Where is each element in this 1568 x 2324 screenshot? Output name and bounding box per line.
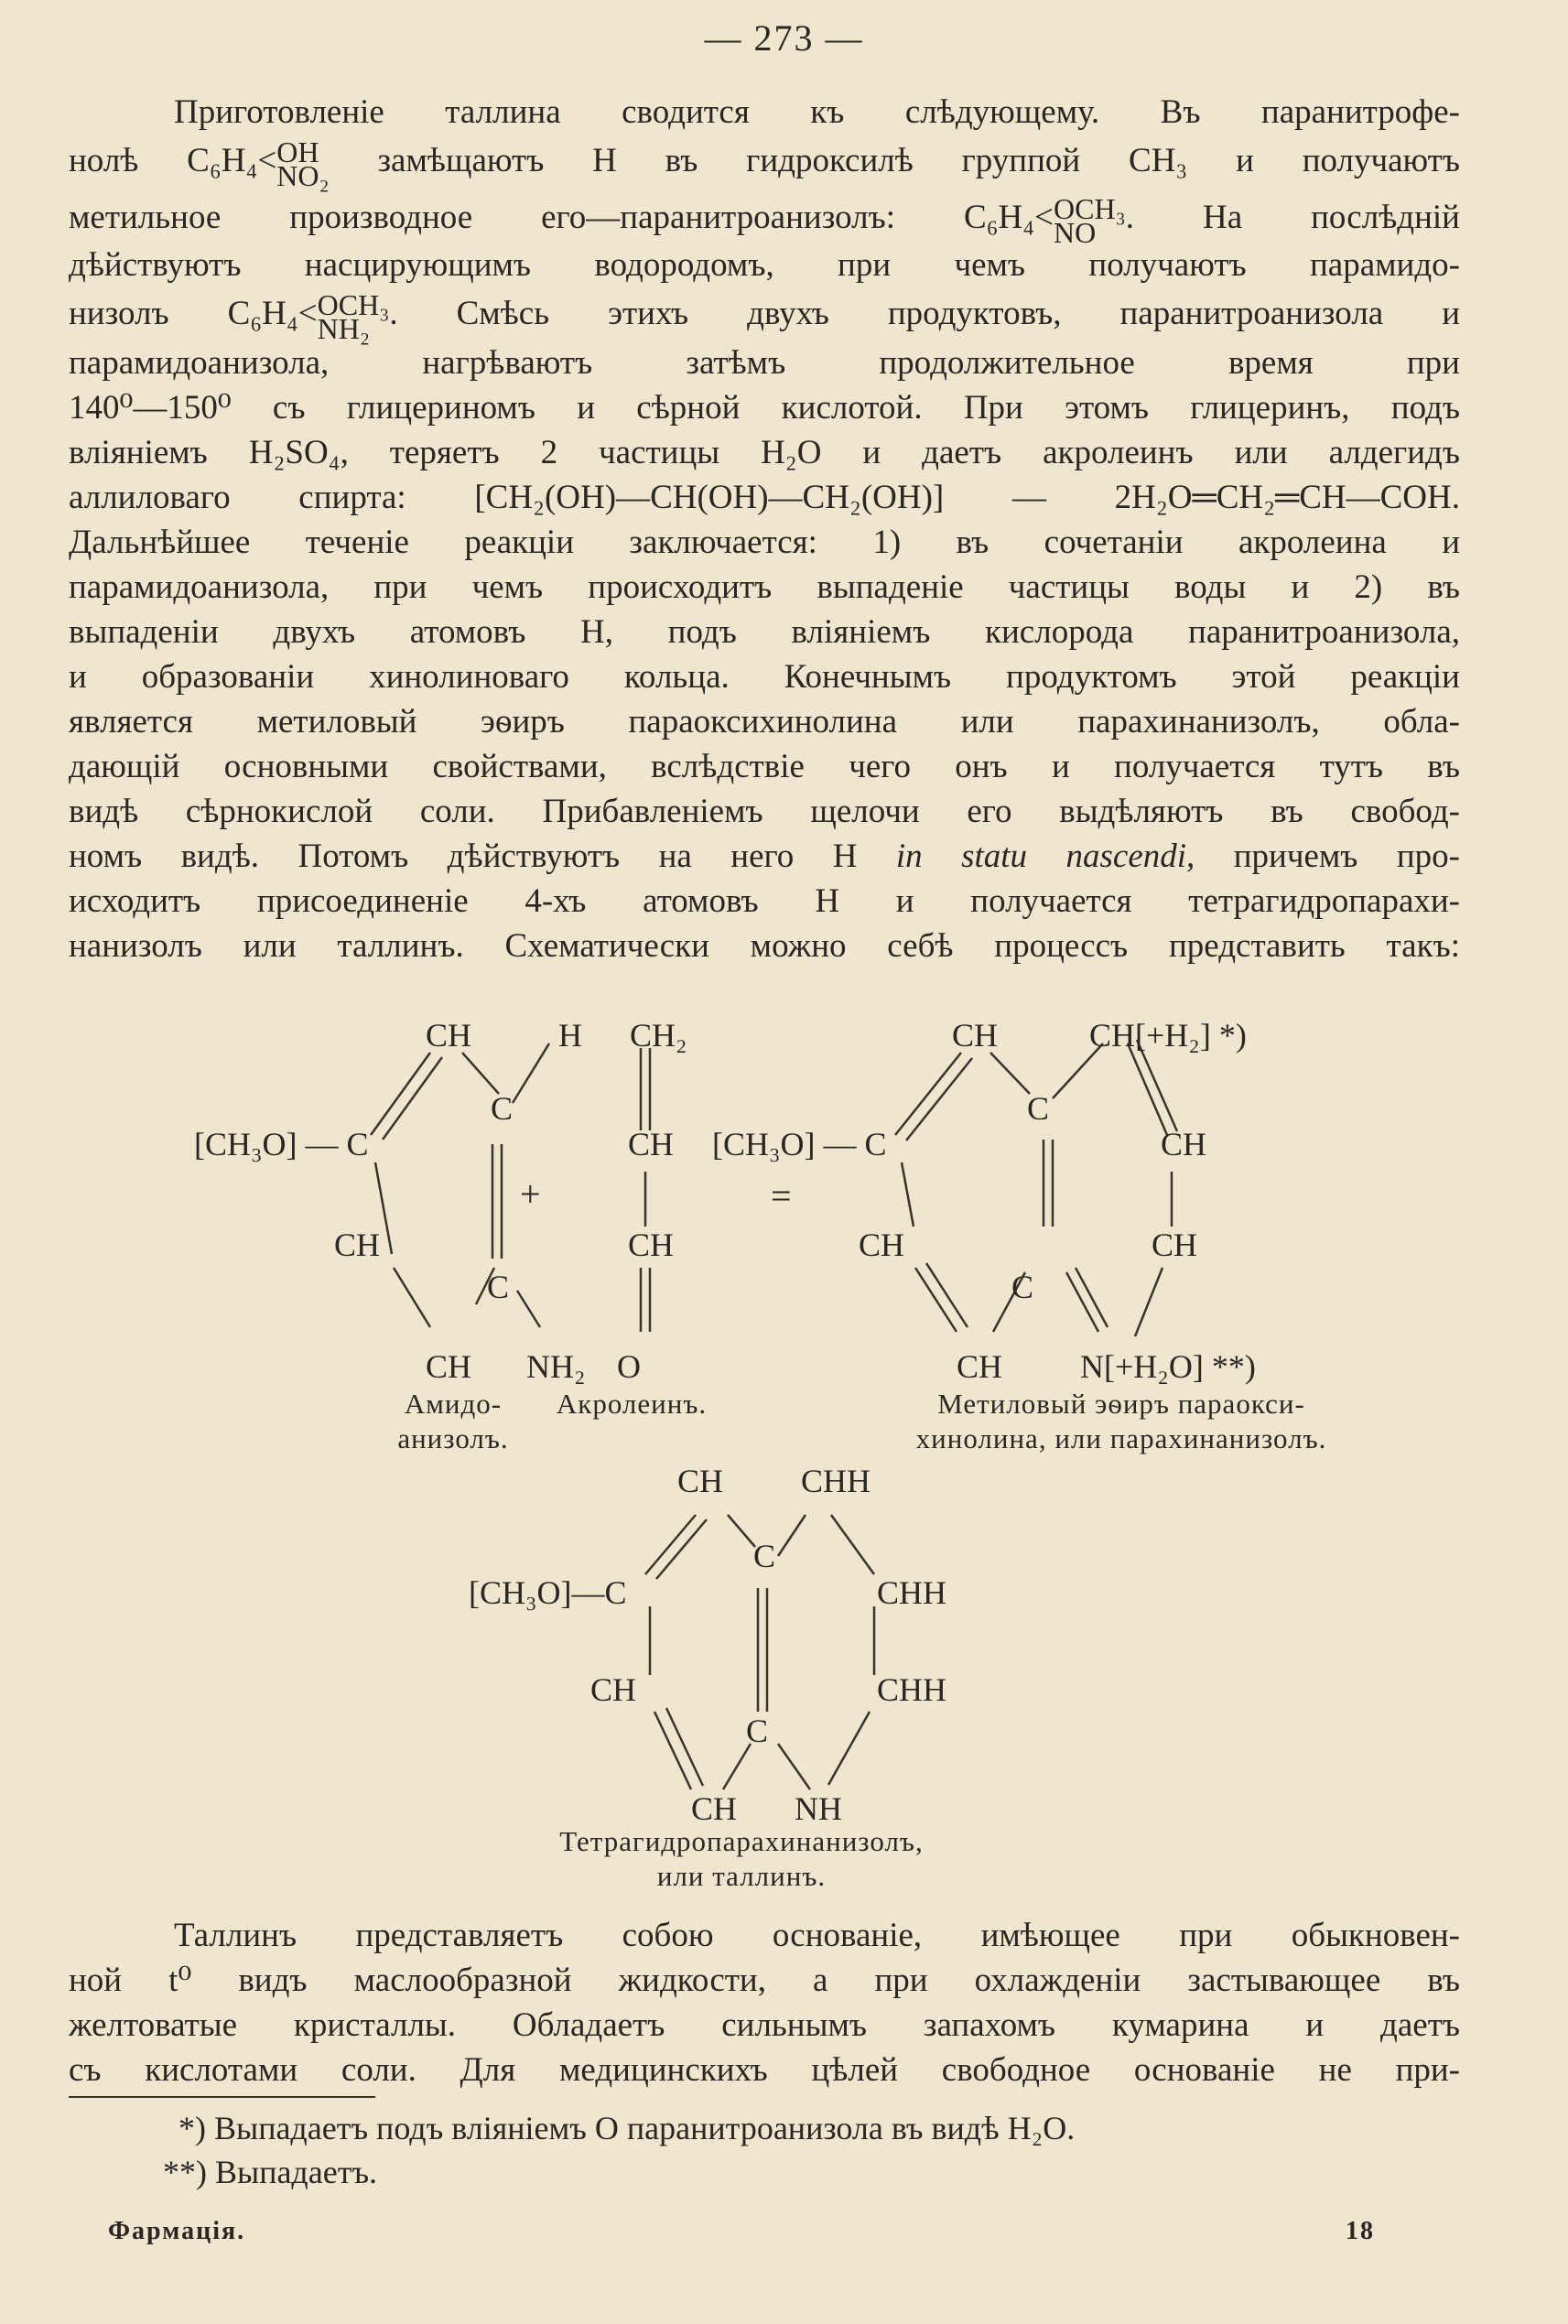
text-span: нолѣ C₆H₄ xyxy=(69,142,258,179)
text-line: Приготовленіе таллина сводится къ слѣдующему. Въ паранитрофе- xyxy=(174,93,1460,131)
text-line: видѣ сѣрнокислой соли. Прибавленіемъ щелочи его выдѣляютъ въ свобод- xyxy=(69,793,1460,830)
text-line: метильное производное его—паранитроанизолъ: C₆H₄< OCH₃ NO . На послѣдній xyxy=(69,191,1460,249)
chem-label: CH xyxy=(426,1017,472,1054)
chem-label: CHH xyxy=(877,1574,947,1611)
chem-label: NH xyxy=(795,1790,842,1827)
footnote-2: **) Выпадаетъ. xyxy=(163,2154,378,2190)
text-line: нолѣ C₆H₄< OH NO₂ замѣщаютъ H въ гидроксилѣ группой CH₃ и получаютъ xyxy=(69,135,1460,192)
chem-label: [CH₃O]—C xyxy=(469,1574,627,1611)
chem-label: C xyxy=(746,1713,769,1749)
chem-label: CH xyxy=(957,1348,1003,1385)
text-line: ной t⁰ видъ маслообразной жидкости, а при охлажденіи застывающее въ xyxy=(69,1962,1460,1999)
chem-label: CH[+H₂] *) xyxy=(1089,1017,1247,1054)
text-line: парамидоанизола, при чемъ происходитъ выпаденіе частицы воды и 2) въ xyxy=(69,568,1460,606)
chem-label: C xyxy=(753,1538,776,1574)
chem-label: CH xyxy=(426,1348,472,1385)
plus-sign: + xyxy=(520,1173,541,1215)
text-line: дающій основными свойствами, вслѣдствіе чего онъ и получается тутъ въ xyxy=(69,748,1460,785)
text-span: низолъ C₆H₄ xyxy=(69,295,298,332)
chem-label: N[+H₂O] **) xyxy=(1080,1348,1256,1385)
text-line: съ кислотами соли. Для медицинскихъ цѣлей свободное основаніе не при- xyxy=(69,2051,1460,2089)
chem-label: [CH₃O] — C xyxy=(194,1126,369,1162)
text-span: номъ видѣ. Потомъ дѣйствуютъ на него H xyxy=(69,838,858,875)
signature-mark: Фармація. xyxy=(108,2217,246,2245)
chem-label: C xyxy=(1027,1090,1050,1127)
footnote-divider xyxy=(69,2096,375,2098)
caption-amidoanisol: Амидо- анизолъ. xyxy=(397,1388,509,1454)
paragraph-properties xyxy=(69,1913,1460,2092)
chem-label: CH xyxy=(628,1227,675,1263)
formula-fraction: OCH₃ NO xyxy=(1054,191,1126,249)
caption-thallin: Тетрагидропарахинанизолъ, или таллинъ. xyxy=(559,1825,924,1892)
chem-label: CHH xyxy=(877,1671,947,1708)
text-line: Таллинъ представляетъ собою основаніе, имѣющее при обыкновен- xyxy=(174,1917,1460,1954)
italic-phrase: in statu nascendi, xyxy=(895,838,1195,875)
text-line: и образованіи хинолиноваго кольца. Конечнымъ продуктомъ этой реакціи xyxy=(69,658,1460,696)
chem-label: CH xyxy=(1152,1227,1198,1263)
text-line: низолъ C₆H₄< OCH₃ NH₂ . Смѣсь этихъ двухъ продуктовъ, паранитроанизола и xyxy=(69,287,1460,345)
chem-label: CH xyxy=(334,1227,381,1263)
text-line: парамидоанизола, нагрѣваютъ затѣмъ продолжительное время при xyxy=(69,344,1460,382)
text-line: Дальнѣйшее теченіе реакціи заключается: 1) въ сочетаніи акролеина и xyxy=(69,524,1460,561)
formula-fraction: OCH₃ NH₂ xyxy=(317,287,390,345)
chem-label: NH₂ xyxy=(526,1348,586,1385)
text-span: . На послѣдній xyxy=(1125,199,1460,236)
chem-label: CHH xyxy=(801,1463,871,1499)
text-line: желтоватые кристаллы. Обладаетъ сильнымъ запахомъ кумарина и даетъ xyxy=(69,2006,1460,2044)
text-line: нанизолъ или таллинъ. Схематически можно себѣ процессъ представить такъ: xyxy=(69,927,1460,965)
chem-label: C xyxy=(491,1090,514,1127)
text-span: . Смѣсь этихъ двухъ продуктовъ, паранитроанизола и xyxy=(389,295,1460,332)
footnote-1: *) Выпадаетъ подъ вліяніемъ O паранитроанизола въ видѣ H₂O. xyxy=(178,2110,1076,2146)
text-line: вліяніемъ H₂SO₄, теряетъ 2 частицы H₂O и даетъ акролеинъ или алдегидъ xyxy=(69,434,1460,471)
chem-label: CH₂ xyxy=(630,1017,687,1054)
chem-label: H xyxy=(558,1017,582,1054)
caption-methyl-ether: Метиловый эѳиръ параокси- хинолина, или парахинанизолъ. xyxy=(915,1388,1327,1454)
chem-label: O xyxy=(617,1348,641,1385)
chem-label: [CH₃O] — C xyxy=(712,1126,887,1162)
text-line: исходитъ присоединеніе 4-хъ атомовъ H и получается тетрагидропарахи- xyxy=(69,882,1460,920)
signature-number: 18 xyxy=(1346,2217,1375,2245)
text-line: является метиловый эѳиръ параоксихинолина или парахинанизолъ, обла- xyxy=(69,703,1460,740)
text-line: аллиловаго спирта: [CH₂(OH)—CH(OH)—CH₂(OH)] — 2H₂O═CH₂═CH—COH. xyxy=(69,479,1460,516)
chem-label: CH xyxy=(590,1671,637,1708)
chem-label: CH xyxy=(691,1790,738,1827)
formula-fraction: OH NO₂ xyxy=(276,135,330,192)
text-span: причемъ про- xyxy=(1233,838,1460,875)
chem-label: CH xyxy=(677,1463,724,1499)
text-line: 140⁰—150⁰ съ глицериномъ и сѣрной кислотой. При этомъ глицеринъ, подъ xyxy=(69,389,1460,427)
page-number: — 273 — xyxy=(704,17,864,59)
text-span: метильное производное его—паранитроанизолъ: C₆H₄ xyxy=(69,199,1035,236)
text-line: дѣйствуютъ насцирующимъ водородомъ, при чемъ получаютъ парамидо- xyxy=(69,246,1460,284)
text-span: замѣщаютъ H въ гидроксилѣ группой CH₃ и получаютъ xyxy=(377,142,1460,179)
chem-label: C xyxy=(487,1269,510,1305)
caption-acrolein: Акролеинъ. xyxy=(556,1388,708,1420)
chem-label: CH xyxy=(859,1227,905,1263)
chem-label: CH xyxy=(952,1017,999,1054)
chem-label: CH xyxy=(1161,1126,1207,1162)
equals-sign: = xyxy=(771,1175,792,1216)
chem-label: C xyxy=(1011,1269,1034,1305)
text-line: выпаденіи двухъ атомовъ H, подъ вліяніемъ кислорода паранитроанизола, xyxy=(69,613,1460,651)
chem-label: CH xyxy=(628,1126,675,1162)
